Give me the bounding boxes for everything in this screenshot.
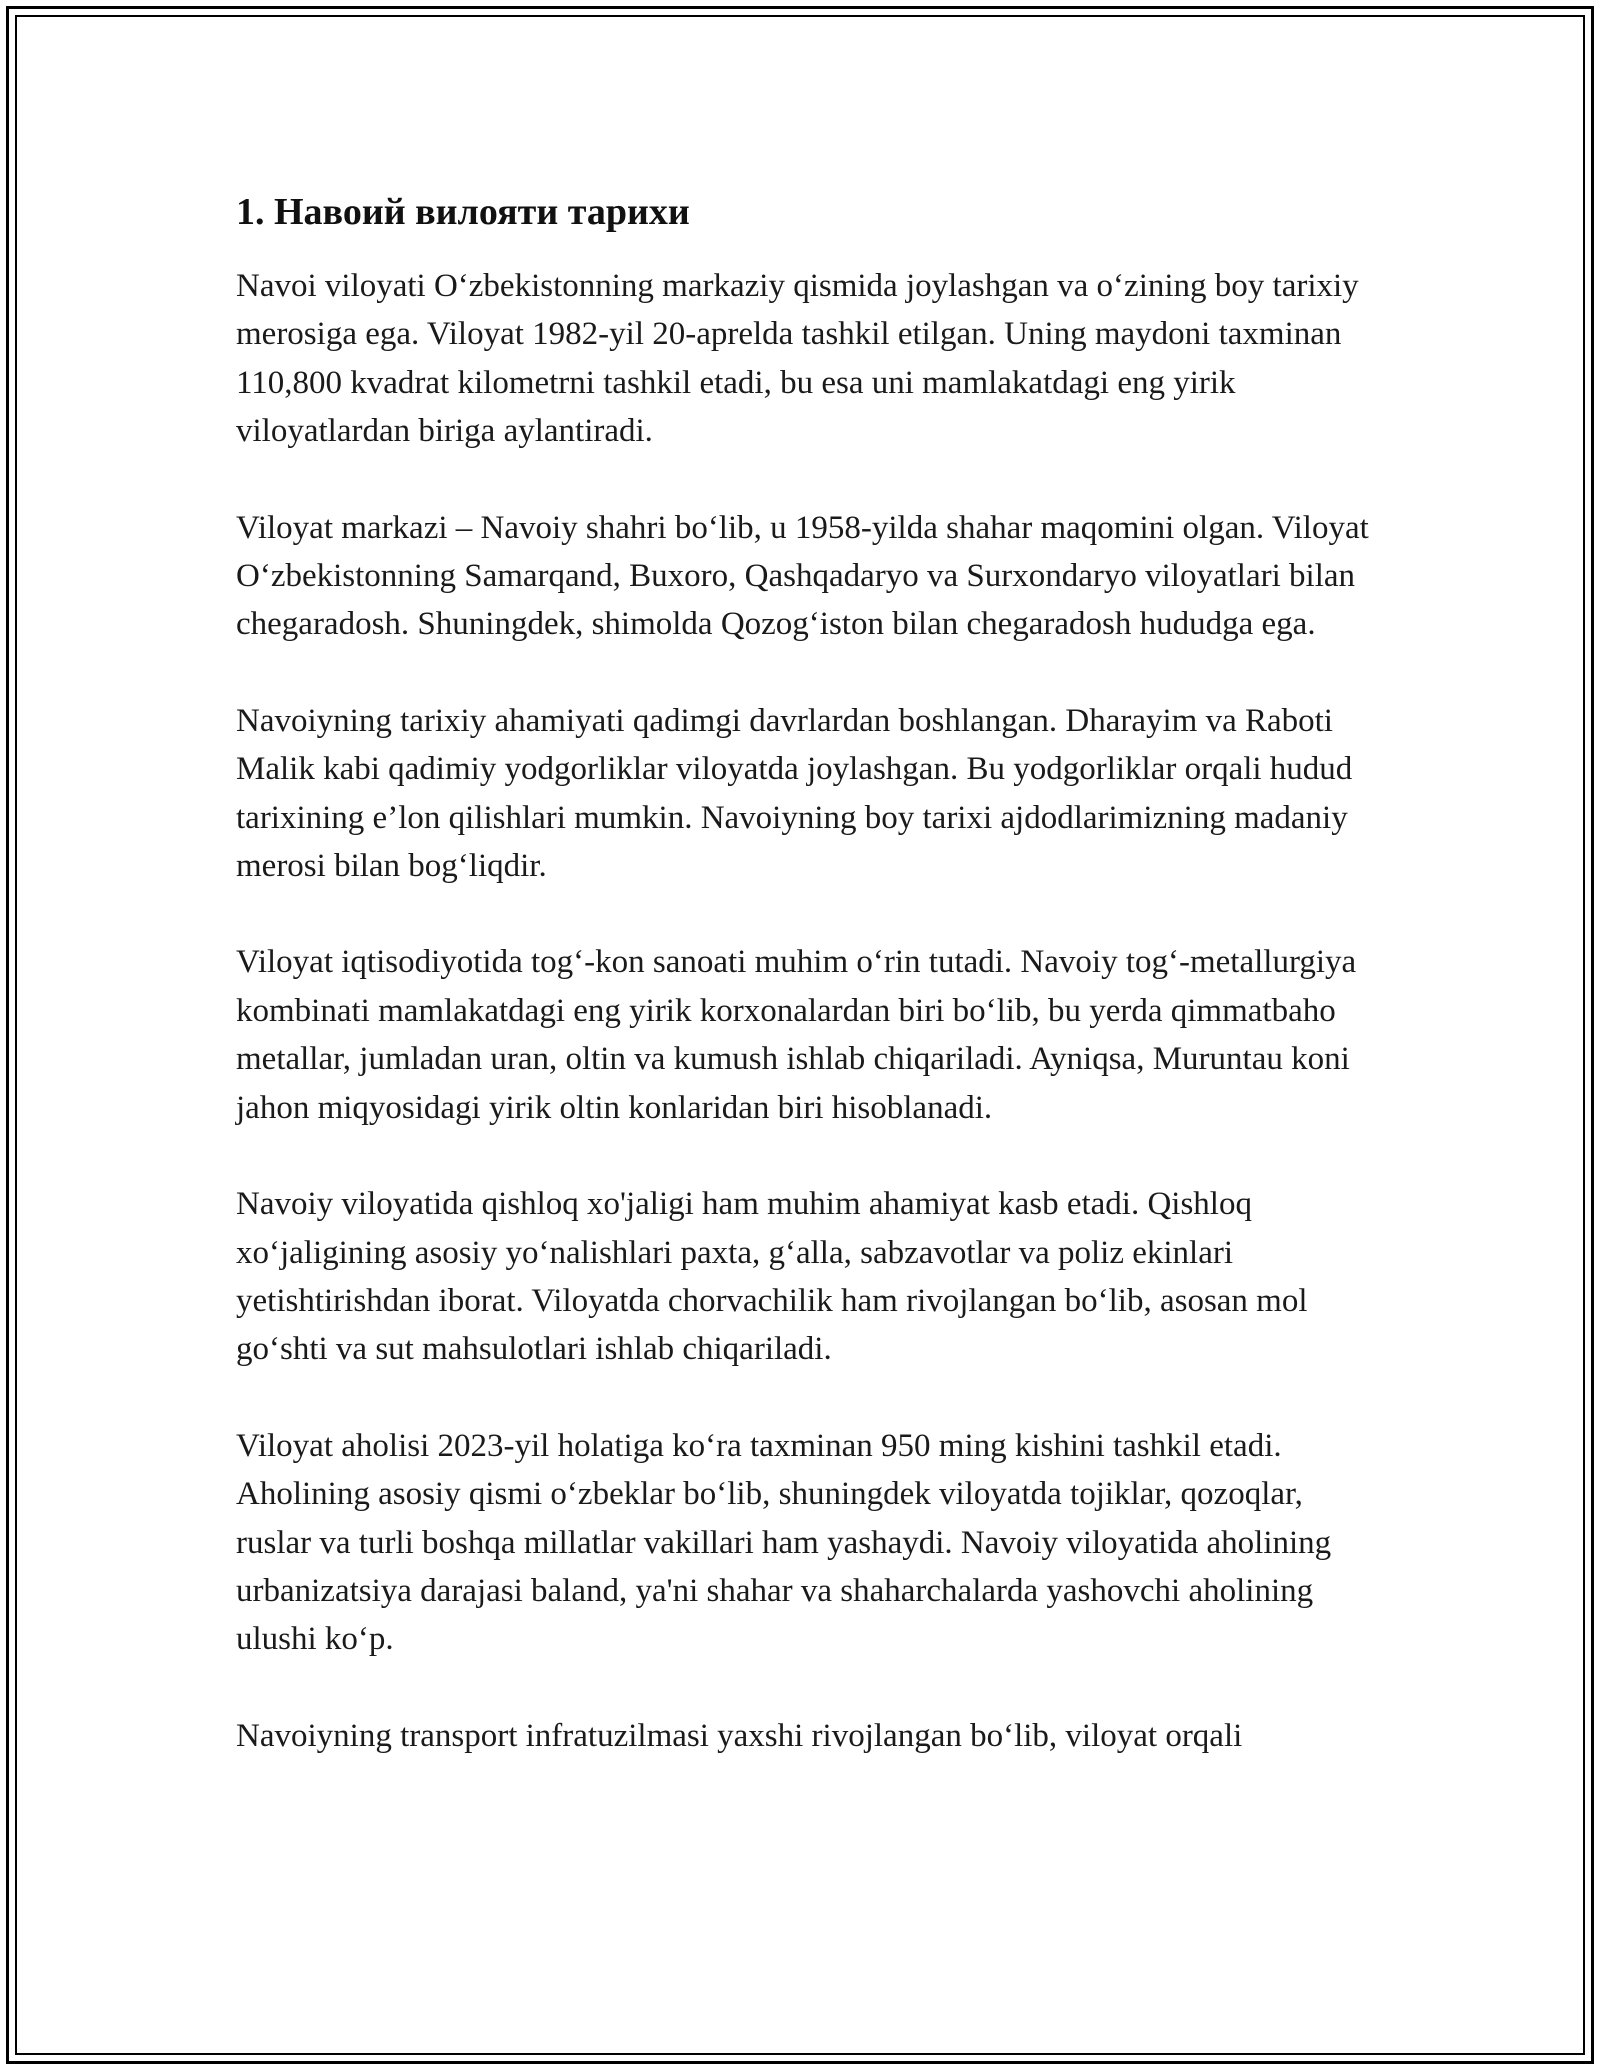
paragraph-5: Navoiy viloyatida qishloq xo'jaligi ham muhim ahamiyat kasb etadi. Qishloq xo‘jaligining asosiy yo‘nalishlari paxta, g‘alla, sabzavotlar va poliz ekinlari yetishtirishdan iborat. Viloyatda chorvachilik ham rivojlangan bo‘lib, asosan mol go‘shti va sut mahsulotlari ishlab chiqariladi.: [236, 1186, 1308, 1368]
paragraph-3: Navoiyning tarixiy ahamiyati qadimgi davrlardan boshlangan. Dharayim va Raboti Malik kabi qadimiy yodgorliklar viloyatda joylashgan. Bu yodgorliklar orqali hudud tarixining e’lon qilishlari mumkin. Navoiyning boy tarixi ajdodlarimizning madaniy merosi bilan bog‘liqdir.: [236, 702, 1353, 885]
section-heading: 1. Навоий вилояти тарихи: [236, 191, 690, 233]
paragraph-7: Navoiyning transport infratuzilmasi yaxshi rivojlangan bo‘lib, viloyat orqali: [236, 1717, 1243, 1754]
paragraph-4: Viloyat iqtisodiyotida tog‘-kon sanoati muhim o‘rin tutadi. Navoiy tog‘-metallurgiya kombinati mamlakatdagi eng yirik korxonalardan biri bo‘lib, bu yerda qimmatbaho metallar, jumladan uran, oltin va kumush ishlab chiqariladi. Ayniqsa, Muruntau koni jahon miqyosidagi yirik oltin konlaridan biri hisoblanadi.: [236, 944, 1357, 1126]
document-body: [236, 188, 1376, 1760]
paragraph-1: Navoi viloyati O‘zbekistonning markaziy qismida joylashgan va o‘zining boy tarixiy merosiga ega. Viloyat 1982-yil 20-aprelda tashkil etilgan. Uning maydoni taxminan 110,800 kvadrat kilometrni tashkil etadi, bu esa uni mamlakatdagi eng yirik viloyatlardan biriga aylantiradi.: [236, 268, 1359, 450]
paragraph-6: Viloyat aholisi 2023-yil holatiga ko‘ra taxminan 950 ming kishini tashkil etadi. Aholining asosiy qismi o‘zbeklar bo‘lib, shuningdek viloyatda tojiklar, qozoqlar, ruslar va turli boshqa millatlar vakillari ham yashaydi. Navoiy viloyatida aholining urbanizatsiya darajasi baland, ya'ni shahar va shaharchalarda yashovchi aholining ulushi ko‘p.: [236, 1427, 1332, 1658]
paragraph-2: Viloyat markazi – Navoiy shahri bo‘lib, u 1958-yilda shahar maqomini olgan. Viloyat O‘zbekistonning Samarqand, Buxoro, Qashqadaryo va Surxondaryo viloyatlari bilan chegaradosh. Shuningdek, shimolda Qozog‘iston bilan chegaradosh hududga ega.: [236, 509, 1369, 643]
